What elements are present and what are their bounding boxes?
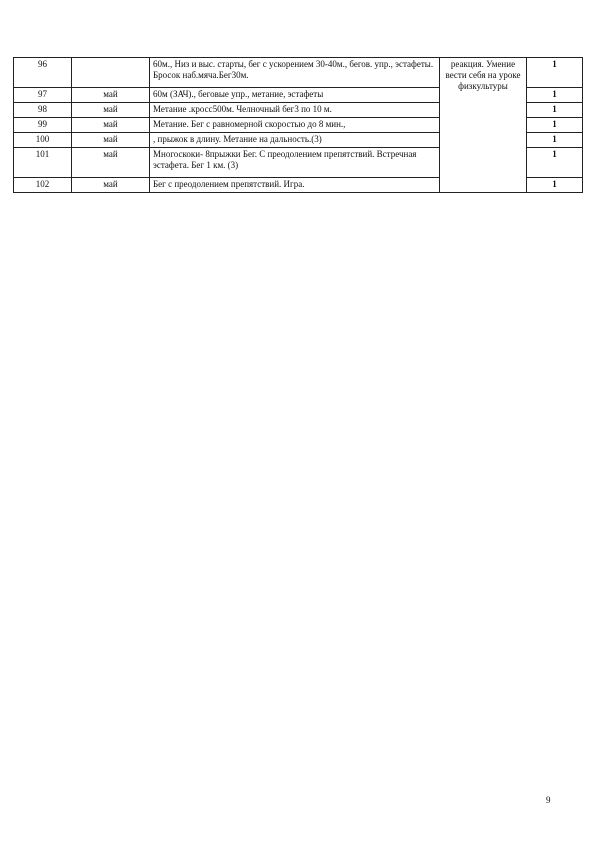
lesson-month: май xyxy=(72,178,150,193)
lesson-topic: 60м., Низ и выс. старты, бег с ускорением 30-40м., бегов. упр., эстафеты. Бросок наб.мяча.Бег30м. xyxy=(150,58,440,88)
lesson-hours: 1 xyxy=(527,178,583,193)
lesson-number: 98 xyxy=(14,103,72,118)
lesson-topic: Метание. Бег с равномерной скоростью до 8 мин., xyxy=(150,118,440,133)
lesson-hours: 1 xyxy=(527,103,583,118)
lesson-hours: 1 xyxy=(527,58,583,88)
page-number: 9 xyxy=(546,795,551,805)
lesson-topic: Бег с преодолением препятствий. Игра. xyxy=(150,178,440,193)
lesson-number: 97 xyxy=(14,88,72,103)
lesson-number: 101 xyxy=(14,148,72,178)
lesson-hours: 1 xyxy=(527,148,583,178)
learning-outcome: реакция. Умение вести себя на уроке физкультуры xyxy=(440,58,527,193)
lesson-number: 96 xyxy=(14,58,72,88)
lesson-number: 99 xyxy=(14,118,72,133)
table-row xyxy=(14,58,583,88)
lesson-number: 100 xyxy=(14,133,72,148)
lesson-month: май xyxy=(72,148,150,178)
lesson-topic: , прыжок в длину. Метание на дальность.(3) xyxy=(150,133,440,148)
lesson-topic: Метание .кросс500м. Челночный бег3 по 10 м. xyxy=(150,103,440,118)
lesson-topic: 60м (ЗАЧ)., беговые упр., метание, эстафеты xyxy=(150,88,440,103)
lesson-month: май xyxy=(72,103,150,118)
lesson-topic: Многоскоки- 8прыжки Бег. С преодолением препятствий. Встречная эстафета. Бег 1 км. (3) xyxy=(150,148,440,178)
lesson-hours: 1 xyxy=(527,88,583,103)
lesson-month: май xyxy=(72,118,150,133)
lesson-plan-table xyxy=(13,57,583,193)
lesson-hours: 1 xyxy=(527,118,583,133)
lesson-month: май xyxy=(72,133,150,148)
lesson-month: май xyxy=(72,88,150,103)
lesson-month xyxy=(72,58,150,88)
lesson-number: 102 xyxy=(14,178,72,193)
lesson-hours: 1 xyxy=(527,133,583,148)
